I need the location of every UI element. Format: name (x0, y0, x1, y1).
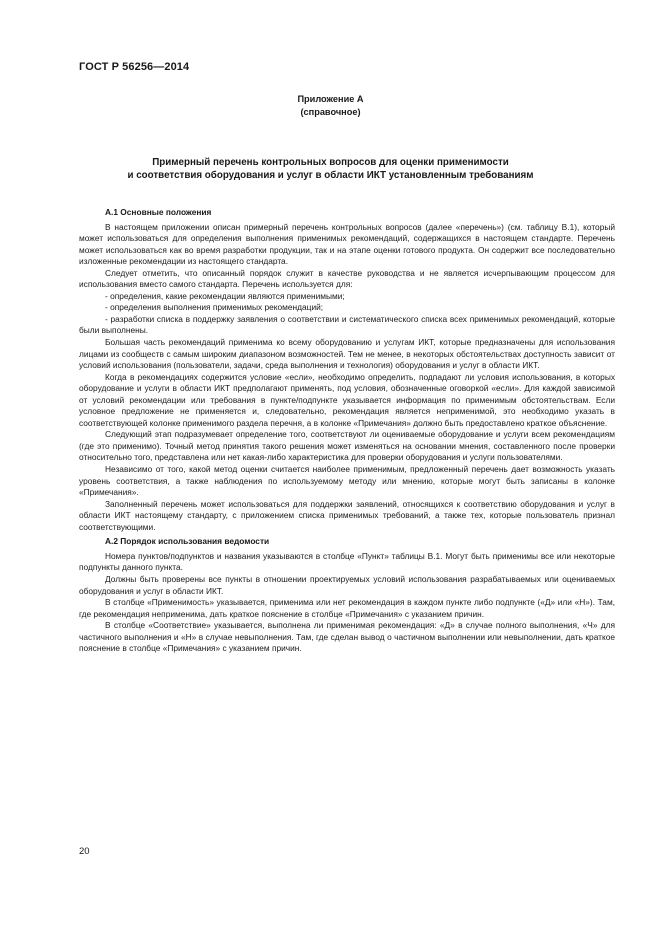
section-heading-a1: А.1 Основные положения (105, 207, 212, 217)
list-item: - определения, какие рекомендации являются применимыми; (105, 290, 345, 301)
appendix-heading (79, 93, 582, 119)
document-body (79, 204, 615, 655)
paragraph: В столбце «Применимость» указывается, применима или нет рекомендация в каждом пункте либо подпункте («Д» или «Н»). Там, где рекомендация неприменима, дать краткое пояснение в столбце «Примечания» с указанием причин. (79, 597, 615, 619)
title-line-1: Примерный перечень контрольных вопросов для оценки применимости (152, 157, 509, 168)
document-code: ГОСТ Р 56256—2014 (79, 61, 190, 73)
paragraph: В столбце «Соответствие» указывается, выполнена ли применимая рекомендация: «Д» в случае полного выполнения, «Ч» для частичного выполнения и «Н» в случае невыполнения. Там, где сделан вывод о частичном выполнении или невыполнении, дать краткое пояснение в столбце «Примечания» с указанием причин. (79, 620, 615, 654)
paragraph: Независимо от того, какой метод оценки считается наиболее применимым, предложенный перечень дает возможность указать уровень соответствия, а также наблюдения по используемому методу или мнению, которые могут быть записаны в колонке «Примечания». (79, 464, 615, 498)
paragraph: Следует отметить, что описанный порядок служит в качестве руководства и не является исчерпывающим процессом для использования вместо самого стандарта. Перечень используется для: (79, 267, 615, 290)
list-item: - определения выполнения применимых рекомендаций; (105, 302, 324, 313)
paragraph: Большая часть рекомендаций применима ко всему оборудованию и услугам ИКТ, которые предназначены для использования лицами из сообществ с самым широким диапазоном возможностей. Тем не менее, в некоторых обстоятельствах доступность зависит от условий использования (пользователи, задачи, среда выполнения и технология) оборудования и услуг в области ИКТ. (79, 337, 615, 371)
paragraph: Заполненный перечень может использоваться для поддержки заявлений, относящихся к соответствию оборудования и услуг в области ИКТ настоящему стандарту, с приложением списка применимых требований, а также тех, которые пользователь признал соответствующими. (79, 498, 615, 532)
section-heading-a2: А.2 Порядок использования ведомости (105, 536, 270, 547)
appendix-label: Приложение А (297, 94, 364, 104)
appendix-title (79, 156, 582, 182)
paragraph: Следующий этап подразумевает определение того, соответствуют ли оцениваемые оборудование и услуги всем рекомендациям (где это применимо). Точный метод принятия такого решения может изменяться на основании мнения, составленного после проверки относительно того, представлена или нет какая-либо характеристика для проверки оборудования и услуги пользователями. (79, 429, 615, 463)
paragraph: В настоящем приложении описан примерный перечень контрольных вопросов (далее «перечень») (см. таблицу В.1), который может использоваться для определения выполнения применимых рекомендаций, содержащихся в настоящем стандарте. Перечень может использоваться как во время разработки продукции, так и на этапе оценки готового продукта. Он содержит все последовательно изложенные рекомендации из настоящего стандарта. (79, 221, 615, 267)
paragraph: Номера пунктов/подпунктов и названия указываются в столбце «Пункт» таблицы В.1. Могут быть применимы все или некоторые подпункты данного пункта. (79, 550, 615, 573)
list-item: - разработки списка в поддержку заявления о соответствии и систематического списка всех применимых рекомендаций, которые были выполнены. (79, 313, 615, 336)
title-line-2: и соответствия оборудования и услуг в области ИКТ установленным требованиям (127, 170, 534, 181)
appendix-type: (справочное) (300, 107, 361, 117)
paragraph: Должны быть проверены все пункты в отношении проектируемых условий использования разрабатываемых или оцениваемых оборудования и услуг в области ИКТ. (79, 573, 615, 596)
page-number: 20 (79, 846, 90, 857)
paragraph: Когда в рекомендациях содержится условие «если», необходимо определить, подпадают ли условия использования, в которых оборудование и услуги в области ИКТ предполагают применять, под условия, обозначенные оговоркой «если». Для каждой зависимой от условий рекомендации или требования в пункте/подпункте указывается информация по применимым обстоятельствам. Если условное предложение не применяется и, следовательно, рекомендация является неприменимой, это необходимо указать в соответствующей колонке применимого раздела перечня, а в колонке «Примечания» должно быть предоставлено краткое объяснение. (79, 371, 615, 428)
